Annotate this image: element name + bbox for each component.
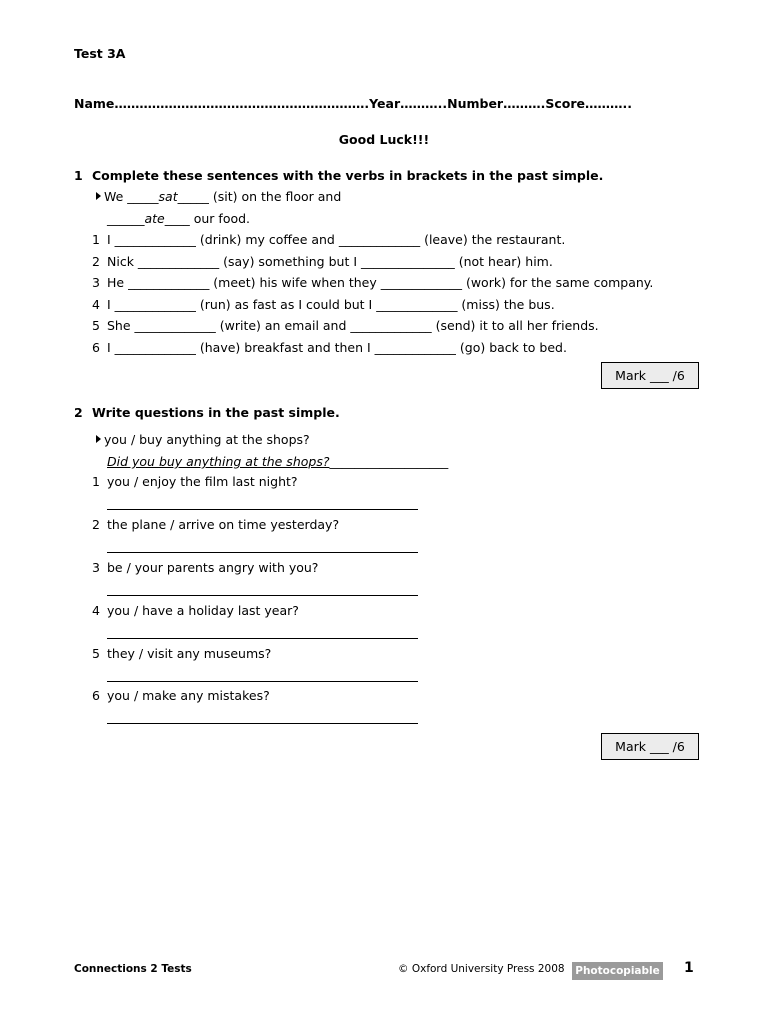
section2-item [92, 474, 298, 489]
item-number: 3 [92, 275, 100, 290]
item-prompt: you / enjoy the film last night? [107, 474, 298, 489]
item-number: 4 [92, 603, 100, 618]
section1-number: 1 [74, 168, 83, 183]
section1-item [92, 318, 599, 333]
example-prompt-text: you / buy anything at the shops? [104, 432, 310, 447]
item-number: 5 [92, 646, 100, 661]
arrow-right-icon [96, 435, 101, 443]
section1-example-line1 [96, 189, 341, 204]
student-info-line: Name…………………………………………………….Year………..Number……….Score……….. [74, 96, 632, 111]
item-sentence: I _____________ (run) as fast as I could but I _____________ (miss) the bus. [107, 297, 555, 312]
section1-item [92, 340, 567, 355]
item-number: 3 [92, 560, 100, 575]
item-prompt: they / visit any museums? [107, 646, 272, 661]
answer-line[interactable] [107, 595, 418, 596]
section1-heading [74, 168, 603, 183]
section2-item [92, 517, 339, 532]
footer-book-title: Connections 2 Tests [74, 963, 192, 975]
example-answer-sat: _____sat_____ [127, 189, 209, 204]
item-number: 4 [92, 297, 100, 312]
section1-item [92, 297, 555, 312]
item-number: 2 [92, 517, 100, 532]
section2-instruction: Write questions in the past simple. [92, 405, 340, 420]
example-text: We [104, 189, 128, 204]
answer-line[interactable] [107, 509, 418, 510]
section2-number: 2 [74, 405, 83, 420]
page-title: Test 3A [74, 46, 126, 61]
section2-item [92, 646, 271, 661]
item-number: 6 [92, 688, 100, 703]
section2-heading [74, 405, 340, 420]
item-number: 1 [92, 232, 100, 247]
answer-line[interactable] [107, 723, 418, 724]
section2-example-prompt [96, 432, 310, 447]
section1-item [92, 232, 565, 247]
example-text: (sit) on the floor and [208, 189, 342, 204]
answer-line[interactable] [107, 638, 418, 639]
item-number: 6 [92, 340, 100, 355]
item-number: 5 [92, 318, 100, 333]
page-number: 1 [684, 960, 694, 976]
section2-mark-box: Mark ___ /6 [601, 733, 699, 760]
section1-instruction: Complete these sentences with the verbs in brackets in the past simple. [92, 168, 604, 183]
example-answer-line: ___________________ [329, 454, 449, 469]
section2-example-answer [107, 454, 448, 469]
answer-line[interactable] [107, 552, 418, 553]
example-answer-ate: ______ate____ [107, 211, 190, 226]
section1-mark-box: Mark ___ /6 [601, 362, 699, 389]
good-luck-heading: Good Luck!!! [338, 132, 430, 147]
answer-line[interactable] [107, 681, 418, 682]
footer-copyright: © Oxford University Press 2008 [398, 963, 565, 975]
item-sentence: Nick _____________ (say) something but I _______________ (not hear) him. [107, 254, 553, 269]
item-sentence: He _____________ (meet) his wife when they _____________ (work) for the same company. [107, 275, 654, 290]
item-prompt: you / have a holiday last year? [107, 603, 299, 618]
item-sentence: I _____________ (drink) my coffee and _____________ (leave) the restaurant. [107, 232, 566, 247]
section1-item [92, 254, 553, 269]
section2-item [92, 603, 299, 618]
section2-item [92, 688, 270, 703]
item-number: 1 [92, 474, 100, 489]
item-sentence: She _____________ (write) an email and _____________ (send) it to all her friends. [107, 318, 599, 333]
arrow-right-icon [96, 192, 101, 200]
item-number: 2 [92, 254, 100, 269]
example-answer-text: Did you buy anything at the shops? [107, 454, 330, 469]
item-prompt: you / make any mistakes? [107, 688, 270, 703]
section1-item [92, 275, 653, 290]
section2-item [92, 560, 318, 575]
section1-example-line2 [107, 211, 250, 226]
example-text: our food. [189, 211, 251, 226]
photocopiable-badge: Photocopiable [572, 962, 663, 980]
item-prompt: the plane / arrive on time yesterday? [107, 517, 340, 532]
item-sentence: I _____________ (have) breakfast and then I _____________ (go) back to bed. [107, 340, 567, 355]
item-prompt: be / your parents angry with you? [107, 560, 319, 575]
